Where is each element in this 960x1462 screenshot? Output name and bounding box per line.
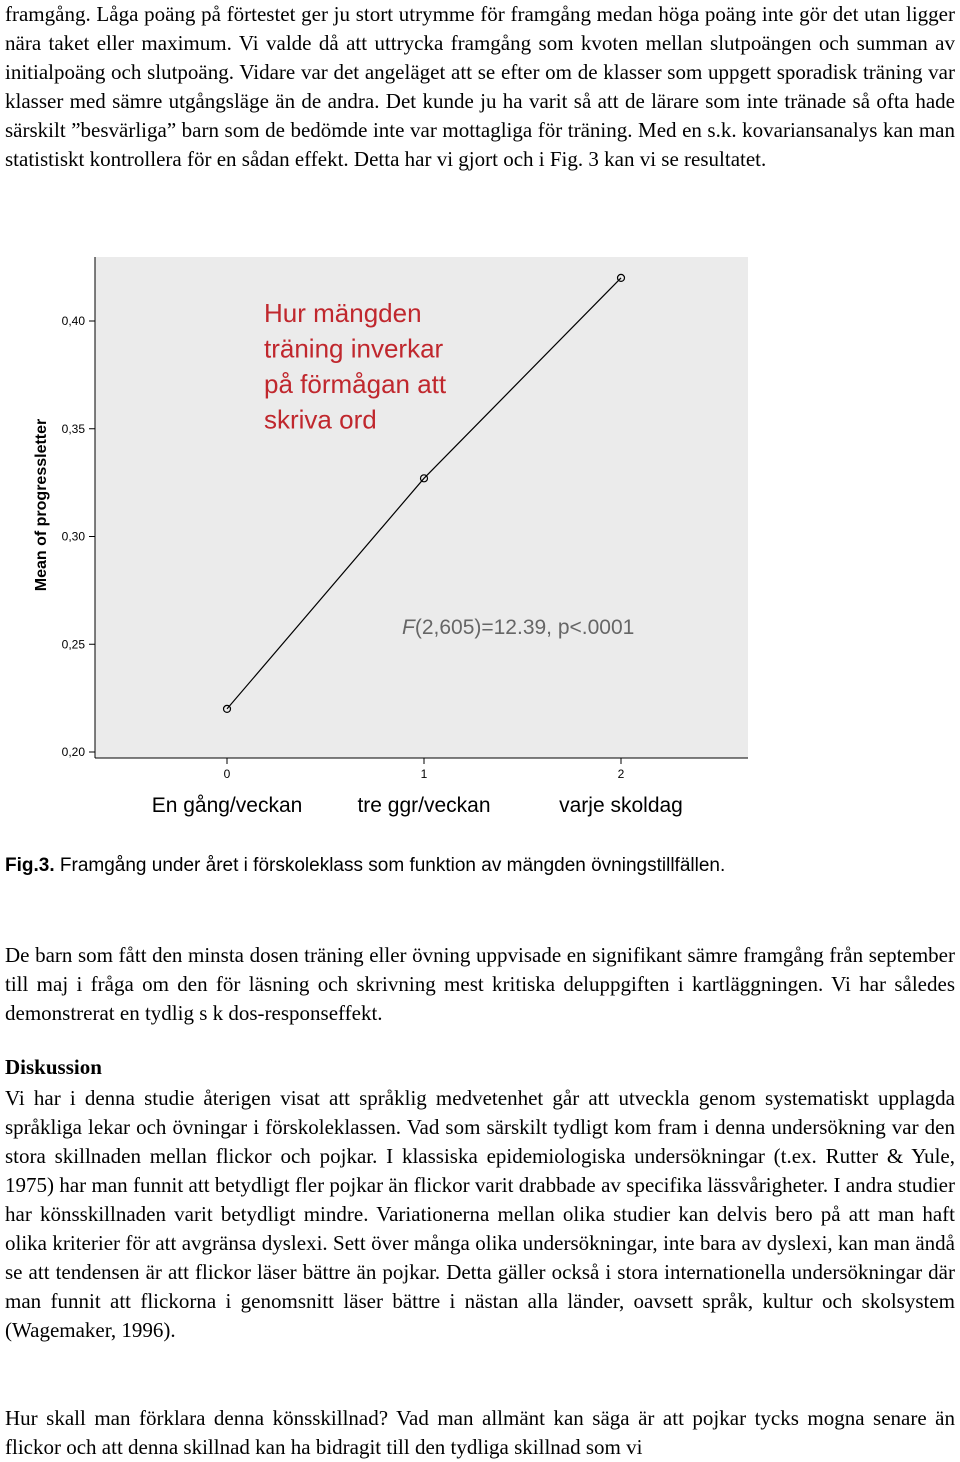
x-tick-label: 1: [420, 767, 428, 781]
y-axis-label: Mean of progressletter: [33, 418, 50, 592]
y-tick-label: 0,20: [61, 745, 85, 759]
plot-background: [95, 257, 748, 758]
paragraph-intro: framgång. Låga poäng på förtestet ger ju stort utrymme för framgång medan höga poäng inte gör det utan ligger nära taket eller maximum. Vi valde då att uttrycka framgång som kvoten mellan slutpoängen och summan av initialpoäng och slutpoäng. Vidare var det angeläget att se efter om de klasser som uppgett sporadisk träning var klasser med sämre utgångsläge än de andra. Det kunde ju ha varit så att de lärare som inte tränade så ofta hade särskilt ”besvärliga” barn som de bedömde inte var mottagliga för träning. Med en s.k. kovariansanalys kan man statistiskt kontrollera för en sådan effekt. Detta har vi gjort och i Fig. 3 kan vi se resultatet.: [5, 2, 955, 171]
annotation-statistic: [402, 616, 634, 639]
figure-3: [0, 240, 960, 840]
y-tick-label: 0,25: [61, 637, 85, 652]
y-tick-label: 0,35: [61, 421, 85, 436]
annotation-title-line: skriva ord: [264, 404, 377, 435]
section-heading-diskussion: Diskussion: [5, 1055, 102, 1079]
x-category-label: En gång/veckan: [151, 794, 303, 817]
x-category-label: varje skoldag: [559, 794, 683, 817]
caption-label: Fig.3.: [5, 855, 55, 876]
annotation-title-line: Hur mängden: [264, 298, 422, 328]
statistic-symbol: F: [402, 616, 415, 639]
x-tick-label: 0: [223, 767, 231, 781]
figure-caption: [5, 855, 725, 877]
caption-text: Framgång under året i förskoleklass som funktion av mängden övningstillfällen.: [59, 855, 726, 876]
line-chart: [0, 240, 960, 840]
statistic-value: (2,605)=12.39, p<.0001: [414, 616, 635, 639]
y-tick-label: 0,30: [61, 529, 85, 544]
paragraph-question: Hur skall man förklara denna könsskillnad? Vad man allmänt kan säga är att pojkar tycks mogna senare än flickor och att denna skillnad kan ha bidragit till den tydliga skillnad som vi: [5, 1406, 955, 1459]
paragraph-results: De barn som fått den minsta dosen träning eller övning uppvisade en signifikant sämre framgång från september till maj i fråga om den för läsning och skrivning mest kritiska deluppgiften i kartläggningen. Vi har således demonstrerat en tydlig s k dos-responseffekt.: [5, 943, 955, 1025]
y-tick-label: 0,40: [61, 314, 85, 328]
x-category-label: tre ggr/veckan: [357, 794, 491, 817]
annotation-title-line: på förmågan att: [264, 369, 447, 399]
paragraph-discussion: Vi har i denna studie återigen visat att språklig medvetenhet går att utveckla genom systematiskt upplagda språkliga lekar och övningar i förskoleklassen. Vad som särskilt tydligt kom fram i denna undersökning var den stora skillnaden mellan flickor och pojkar. I klassiska epidemiologiska undersökningar (t.ex. Rutter & Yule, 1975) har man funnit att betydligt fler pojkar än flickor varit drabbade av specifika lässvårigheter. I andra studier har könsskillnaden varit betydligt mindre. Variationerna mellan olika studier kan delvis bero på att man haft olika kriterier för att avgränsa dyslexi. Sett över många olika undersökningar, inte bara av dyslexi, kan man ändå se att tendensen är att flickor läser bättre än pojkar. Detta gäller också i stora internationella undersökningar där man funnit att flickorna i genomsnitt läser bättre i nästan alla länder, oavsett språk, kultur och skolsystem (Wagemaker, 1996).: [5, 1086, 955, 1342]
x-tick-label: 2: [617, 767, 625, 781]
annotation-title-line: träning inverkar: [264, 333, 444, 364]
